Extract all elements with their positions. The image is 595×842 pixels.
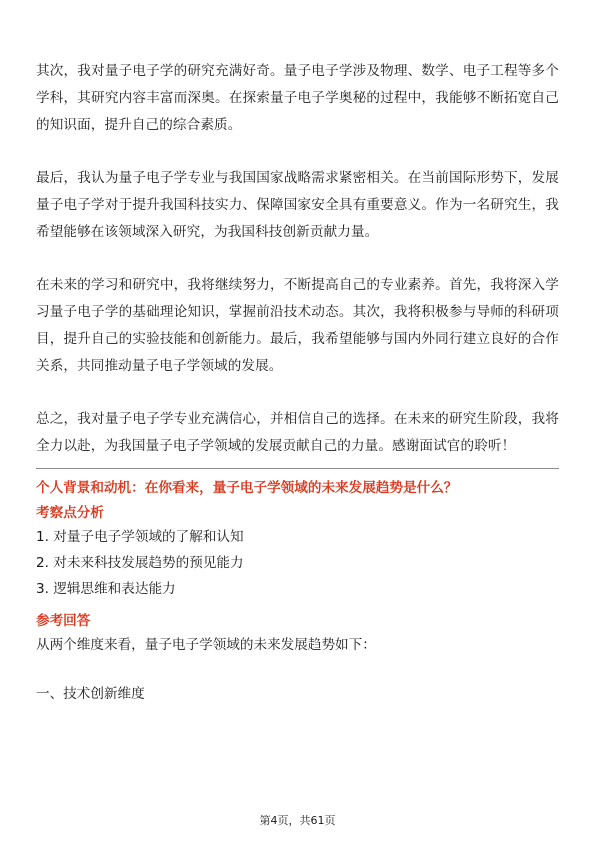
analysis-item: 3. 逻辑思维和表达能力 xyxy=(36,581,176,597)
reference-heading: 参考回答 xyxy=(36,613,91,629)
paragraph-conclusion: 总之，我对量子电子学专业充满信心，并相信自己的选择。在未来的研究生阶段，我将全力以赴，为我国量子电子学领域的发展贡献自己的力量。感谢面试官的聆听！ xyxy=(36,411,559,454)
analysis-list xyxy=(36,524,559,602)
document-body xyxy=(36,58,559,708)
analysis-item: 1. 对量子电子学领域的了解和认知 xyxy=(36,529,244,545)
paragraph-future-plan: 在未来的学习和研究中，我将继续努力，不断提高自己的专业素养。首先，我将深入学习量子电子学的基础理论知识，掌握前沿技术动态。其次，我将积极参与导师的科研项目，提升自己的实验技能和创新能力。最后，我希望能够与国内外同行建立良好的合作关系，共同推动量子电子学领域的发展。 xyxy=(36,277,559,374)
page-number: 第4页，共61页 xyxy=(259,814,336,827)
reference-lead: 从两个维度来看，量子电子学领域的未来发展趋势如下： xyxy=(36,637,376,653)
paragraph-curiosity: 其次，我对量子电子学的研究充满好奇。量子电子学涉及物理、数学、电子工程等多个学科，其研究内容丰富而深奥。在探索量子电子学奥秘的过程中，我能够不断拓宽自己的知识面，提升自己的综合素质。 xyxy=(36,63,559,133)
analysis-heading: 考察点分析 xyxy=(36,505,104,521)
interview-question: 个人背景和动机：在你看来，量子电子学领域的未来发展趋势是什么？ xyxy=(36,480,458,496)
paragraph-national-strategy: 最后，我认为量子电子学专业与我国国家战略需求紧密相关。在当前国际形势下，发展量子电子学对于提升我国科技实力、保障国家安全具有重要意义。作为一名研究生，我希望能够在该领域深入研究，为我国科技创新贡献力量。 xyxy=(36,170,559,240)
section-divider xyxy=(36,468,559,469)
analysis-item: 2. 对未来科技发展趋势的预见能力 xyxy=(36,555,244,571)
reference-sub-heading: 一、技术创新维度 xyxy=(36,686,145,702)
